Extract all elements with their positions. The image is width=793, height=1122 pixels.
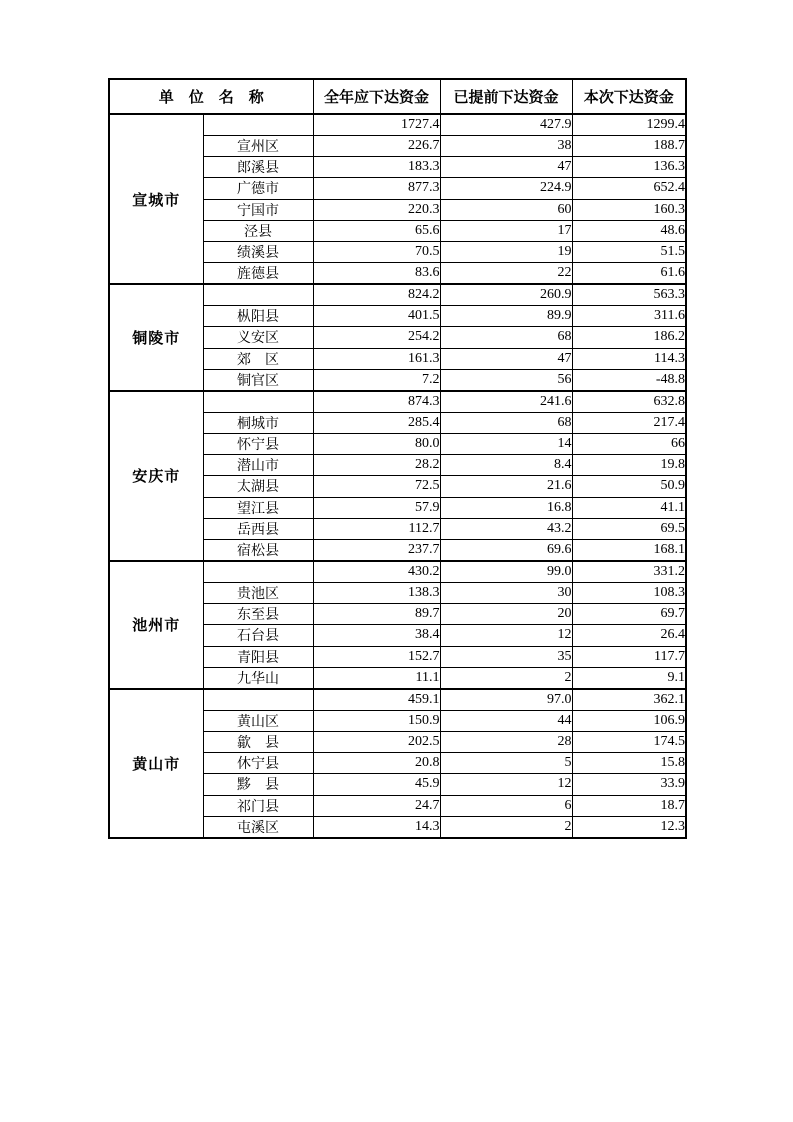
city-name-cell: 宣城市 — [109, 114, 203, 284]
amount-cell: 99.0 — [440, 561, 572, 582]
district-name-cell: 望江县 — [203, 497, 313, 518]
amount-cell: 16.8 — [440, 497, 572, 518]
amount-cell: 47 — [440, 348, 572, 369]
amount-cell: 48.6 — [572, 220, 686, 241]
amount-cell: 401.5 — [313, 306, 440, 327]
amount-cell: 877.3 — [313, 178, 440, 199]
district-name-cell: 休宁县 — [203, 753, 313, 774]
amount-cell: 2 — [440, 667, 572, 689]
amount-cell: 152.7 — [313, 646, 440, 667]
district-name-cell: 义安区 — [203, 327, 313, 348]
amount-cell: 6 — [440, 795, 572, 816]
district-name-cell: 宿松县 — [203, 540, 313, 562]
district-name-cell: 绩溪县 — [203, 242, 313, 263]
amount-cell: 89.9 — [440, 306, 572, 327]
amount-cell: 9.1 — [572, 667, 686, 689]
group-summary-row — [109, 114, 686, 135]
amount-cell: 89.7 — [313, 604, 440, 625]
amount-cell: 2 — [440, 816, 572, 838]
district-name-cell: 铜官区 — [203, 369, 313, 391]
amount-cell: 188.7 — [572, 135, 686, 156]
amount-cell: 15.8 — [572, 753, 686, 774]
city-name-cell: 池州市 — [109, 561, 203, 689]
amount-cell: 108.3 — [572, 582, 686, 603]
amount-cell: 331.2 — [572, 561, 686, 582]
district-name-cell — [203, 114, 313, 135]
amount-cell: 18.7 — [572, 795, 686, 816]
amount-cell: 68 — [440, 327, 572, 348]
district-name-cell: 岳西县 — [203, 518, 313, 539]
district-name-cell: 宁国市 — [203, 199, 313, 220]
amount-cell: 28 — [440, 731, 572, 752]
amount-cell: 186.2 — [572, 327, 686, 348]
col-header-advance-funds: 已提前下达资金 — [440, 79, 572, 114]
amount-cell: 14 — [440, 433, 572, 454]
amount-cell: 50.9 — [572, 476, 686, 497]
amount-cell: 14.3 — [313, 816, 440, 838]
amount-cell: 112.7 — [313, 518, 440, 539]
amount-cell: 41.1 — [572, 497, 686, 518]
amount-cell: 224.9 — [440, 178, 572, 199]
amount-cell: 114.3 — [572, 348, 686, 369]
amount-cell: 68 — [440, 412, 572, 433]
amount-cell: 30 — [440, 582, 572, 603]
amount-cell: 1299.4 — [572, 114, 686, 135]
amount-cell: 241.6 — [440, 391, 572, 412]
amount-cell: 44 — [440, 710, 572, 731]
amount-cell: 874.3 — [313, 391, 440, 412]
district-name-cell: 祁门县 — [203, 795, 313, 816]
amount-cell: 45.9 — [313, 774, 440, 795]
amount-cell: 24.7 — [313, 795, 440, 816]
amount-cell: 563.3 — [572, 284, 686, 305]
amount-cell: 20.8 — [313, 753, 440, 774]
amount-cell: 202.5 — [313, 731, 440, 752]
district-name-cell — [203, 561, 313, 582]
amount-cell: 174.5 — [572, 731, 686, 752]
amount-cell: 33.9 — [572, 774, 686, 795]
amount-cell: 43.2 — [440, 518, 572, 539]
district-name-cell: 黟 县 — [203, 774, 313, 795]
district-name-cell: 泾县 — [203, 220, 313, 241]
city-name-cell: 安庆市 — [109, 391, 203, 561]
funds-allocation-table — [108, 78, 687, 839]
amount-cell: 632.8 — [572, 391, 686, 412]
city-name-cell: 铜陵市 — [109, 284, 203, 391]
amount-cell: 28.2 — [313, 455, 440, 476]
amount-cell: 362.1 — [572, 689, 686, 710]
amount-cell: 70.5 — [313, 242, 440, 263]
amount-cell: 217.4 — [572, 412, 686, 433]
district-name-cell — [203, 689, 313, 710]
amount-cell: 183.3 — [313, 157, 440, 178]
district-name-cell — [203, 391, 313, 412]
amount-cell: 12 — [440, 774, 572, 795]
amount-cell: 5 — [440, 753, 572, 774]
amount-cell: 66 — [572, 433, 686, 454]
amount-cell: 430.2 — [313, 561, 440, 582]
amount-cell: 285.4 — [313, 412, 440, 433]
district-name-cell: 黄山区 — [203, 710, 313, 731]
district-name-cell — [203, 284, 313, 305]
amount-cell: 56 — [440, 369, 572, 391]
district-name-cell: 枞阳县 — [203, 306, 313, 327]
amount-cell: 83.6 — [313, 263, 440, 285]
amount-cell: 459.1 — [313, 689, 440, 710]
amount-cell: 69.7 — [572, 604, 686, 625]
amount-cell: 226.7 — [313, 135, 440, 156]
amount-cell: 38.4 — [313, 625, 440, 646]
amount-cell: 69.5 — [572, 518, 686, 539]
amount-cell: 160.3 — [572, 199, 686, 220]
district-name-cell: 贵池区 — [203, 582, 313, 603]
amount-cell: 237.7 — [313, 540, 440, 562]
amount-cell: 65.6 — [313, 220, 440, 241]
city-name-cell: 黄山市 — [109, 689, 203, 838]
amount-cell: 311.6 — [572, 306, 686, 327]
amount-cell: 254.2 — [313, 327, 440, 348]
amount-cell: 80.0 — [313, 433, 440, 454]
amount-cell: 12.3 — [572, 816, 686, 838]
district-name-cell: 郊 区 — [203, 348, 313, 369]
amount-cell: 824.2 — [313, 284, 440, 305]
district-name-cell: 怀宁县 — [203, 433, 313, 454]
amount-cell: 117.7 — [572, 646, 686, 667]
amount-cell: 22 — [440, 263, 572, 285]
amount-cell: 72.5 — [313, 476, 440, 497]
col-header-annual-funds: 全年应下达资金 — [313, 79, 440, 114]
amount-cell: 136.3 — [572, 157, 686, 178]
district-name-cell: 九华山 — [203, 667, 313, 689]
col-header-current-funds: 本次下达资金 — [572, 79, 686, 114]
district-name-cell: 太湖县 — [203, 476, 313, 497]
amount-cell: 11.1 — [313, 667, 440, 689]
amount-cell: 260.9 — [440, 284, 572, 305]
amount-cell: 106.9 — [572, 710, 686, 731]
amount-cell: 35 — [440, 646, 572, 667]
amount-cell: 21.6 — [440, 476, 572, 497]
district-name-cell: 广德市 — [203, 178, 313, 199]
district-name-cell: 潜山市 — [203, 455, 313, 476]
district-name-cell: 歙 县 — [203, 731, 313, 752]
amount-cell: 20 — [440, 604, 572, 625]
amount-cell: 19 — [440, 242, 572, 263]
amount-cell: 60 — [440, 199, 572, 220]
amount-cell: 47 — [440, 157, 572, 178]
amount-cell: 220.3 — [313, 199, 440, 220]
group-summary-row — [109, 284, 686, 305]
amount-cell: 7.2 — [313, 369, 440, 391]
amount-cell: 26.4 — [572, 625, 686, 646]
amount-cell: 168.1 — [572, 540, 686, 562]
group-summary-row — [109, 391, 686, 412]
amount-cell: 161.3 — [313, 348, 440, 369]
amount-cell: 12 — [440, 625, 572, 646]
group-summary-row — [109, 561, 686, 582]
district-name-cell: 东至县 — [203, 604, 313, 625]
district-name-cell: 屯溪区 — [203, 816, 313, 838]
amount-cell: 150.9 — [313, 710, 440, 731]
district-name-cell: 石台县 — [203, 625, 313, 646]
amount-cell: 427.9 — [440, 114, 572, 135]
group-summary-row — [109, 689, 686, 710]
amount-cell: 19.8 — [572, 455, 686, 476]
amount-cell: 38 — [440, 135, 572, 156]
amount-cell: 1727.4 — [313, 114, 440, 135]
amount-cell: 8.4 — [440, 455, 572, 476]
amount-cell: 138.3 — [313, 582, 440, 603]
amount-cell: 97.0 — [440, 689, 572, 710]
amount-cell: 51.5 — [572, 242, 686, 263]
district-name-cell: 宣州区 — [203, 135, 313, 156]
amount-cell: 69.6 — [440, 540, 572, 562]
amount-cell: 17 — [440, 220, 572, 241]
amount-cell: 652.4 — [572, 178, 686, 199]
district-name-cell: 桐城市 — [203, 412, 313, 433]
amount-cell: 57.9 — [313, 497, 440, 518]
district-name-cell: 青阳县 — [203, 646, 313, 667]
district-name-cell: 旌德县 — [203, 263, 313, 285]
header-row — [109, 79, 686, 114]
district-name-cell: 郎溪县 — [203, 157, 313, 178]
amount-cell: 61.6 — [572, 263, 686, 285]
col-header-unit-name: 单 位 名 称 — [109, 79, 313, 114]
amount-cell: -48.8 — [572, 369, 686, 391]
